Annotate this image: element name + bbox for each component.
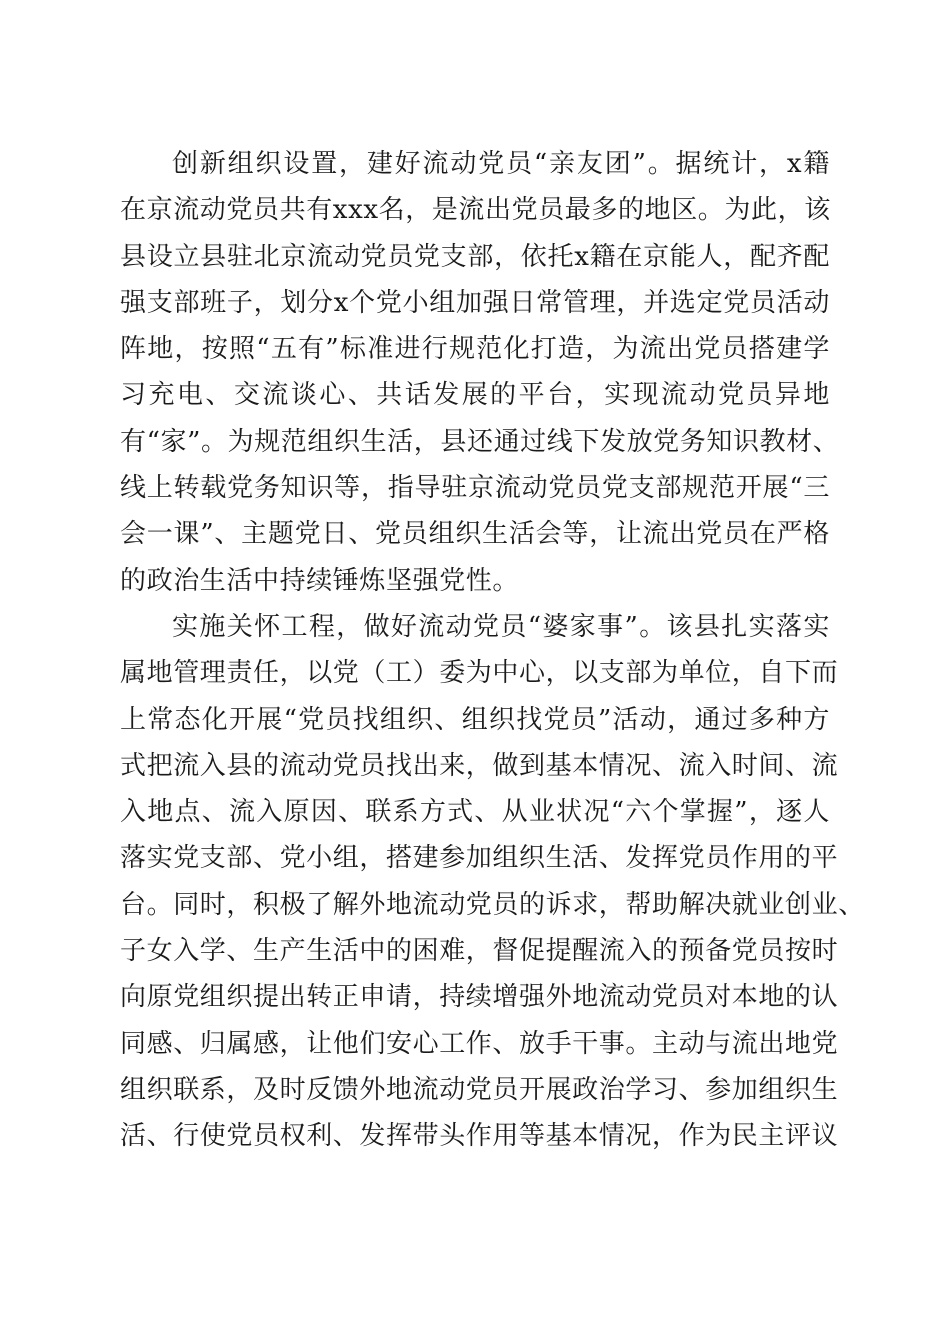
text-line: 阵地，按照“五有”标准进行规范化打造，为流出党员搭建学	[120, 334, 830, 365]
text-line: 创新组织设置，建好流动党员“亲友团”。据统计，x籍	[172, 149, 830, 179]
document-body	[120, 141, 865, 1160]
text-line: 属地管理责任，以党（工）委为中心，以支部为单位，自下而	[120, 658, 839, 689]
text-line: 会一课”、主题党日、党员组织生活会等，让流出党员在严格	[120, 519, 830, 550]
text-line: 县设立县驻北京流动党员党支部，依托x籍在京能人，配齐配	[120, 241, 830, 272]
text-line: 式把流入县的流动党员找出来，做到基本情况、流入时间、流	[120, 750, 839, 781]
text-line: 活、行使党员权利、发挥带头作用等基本情况，作为民主评议	[120, 1121, 839, 1152]
text-line: 同感、归属感，让他们安心工作、放手干事。主动与流出地党	[120, 1028, 839, 1059]
text-line: 在京流动党员共有xxx名，是流出党员最多的地区。为此，该	[120, 195, 831, 226]
text-line: 上常态化开展“党员找组织、组织找党员”活动，通过多种方	[120, 704, 830, 735]
text-line: 强支部班子，划分x个党小组加强日常管理，并选定党员活动	[120, 287, 830, 318]
text-line: 的政治生活中持续锤炼坚强党性。	[120, 565, 520, 596]
text-line: 组织联系，及时反馈外地流动党员开展政治学习、参加组织生	[120, 1074, 839, 1105]
paragraph-care-project	[120, 604, 865, 1160]
text-line: 子女入学、生产生活中的困难，督促提醒流入的预备党员按时	[120, 936, 839, 967]
text-line: 习充电、交流谈心、共话发展的平台，实现流动党员异地	[120, 380, 830, 411]
text-line: 台。同时，积极了解外地流动党员的诉求，帮助解决就业创业、	[120, 889, 865, 920]
text-line: 向原党组织提出转正申请，持续增强外地流动党员对本地的认	[120, 982, 839, 1013]
text-line: 有“家”。为规范组织生活，县还通过线下发放党务知识教材、	[120, 426, 840, 457]
text-line: 线上转载党务知识等，指导驻京流动党员党支部规范开展“三	[120, 473, 830, 504]
text-line: 实施关怀工程，做好流动党员“婆家事”。该县扎实落实	[172, 611, 830, 642]
text-line: 入地点、流入原因、联系方式、从业状况“六个掌握”，逐人	[120, 797, 830, 828]
text-line: 落实党支部、党小组，搭建参加组织生活、发挥党员作用的平	[120, 843, 839, 874]
paragraph-organization-setup	[120, 141, 840, 604]
